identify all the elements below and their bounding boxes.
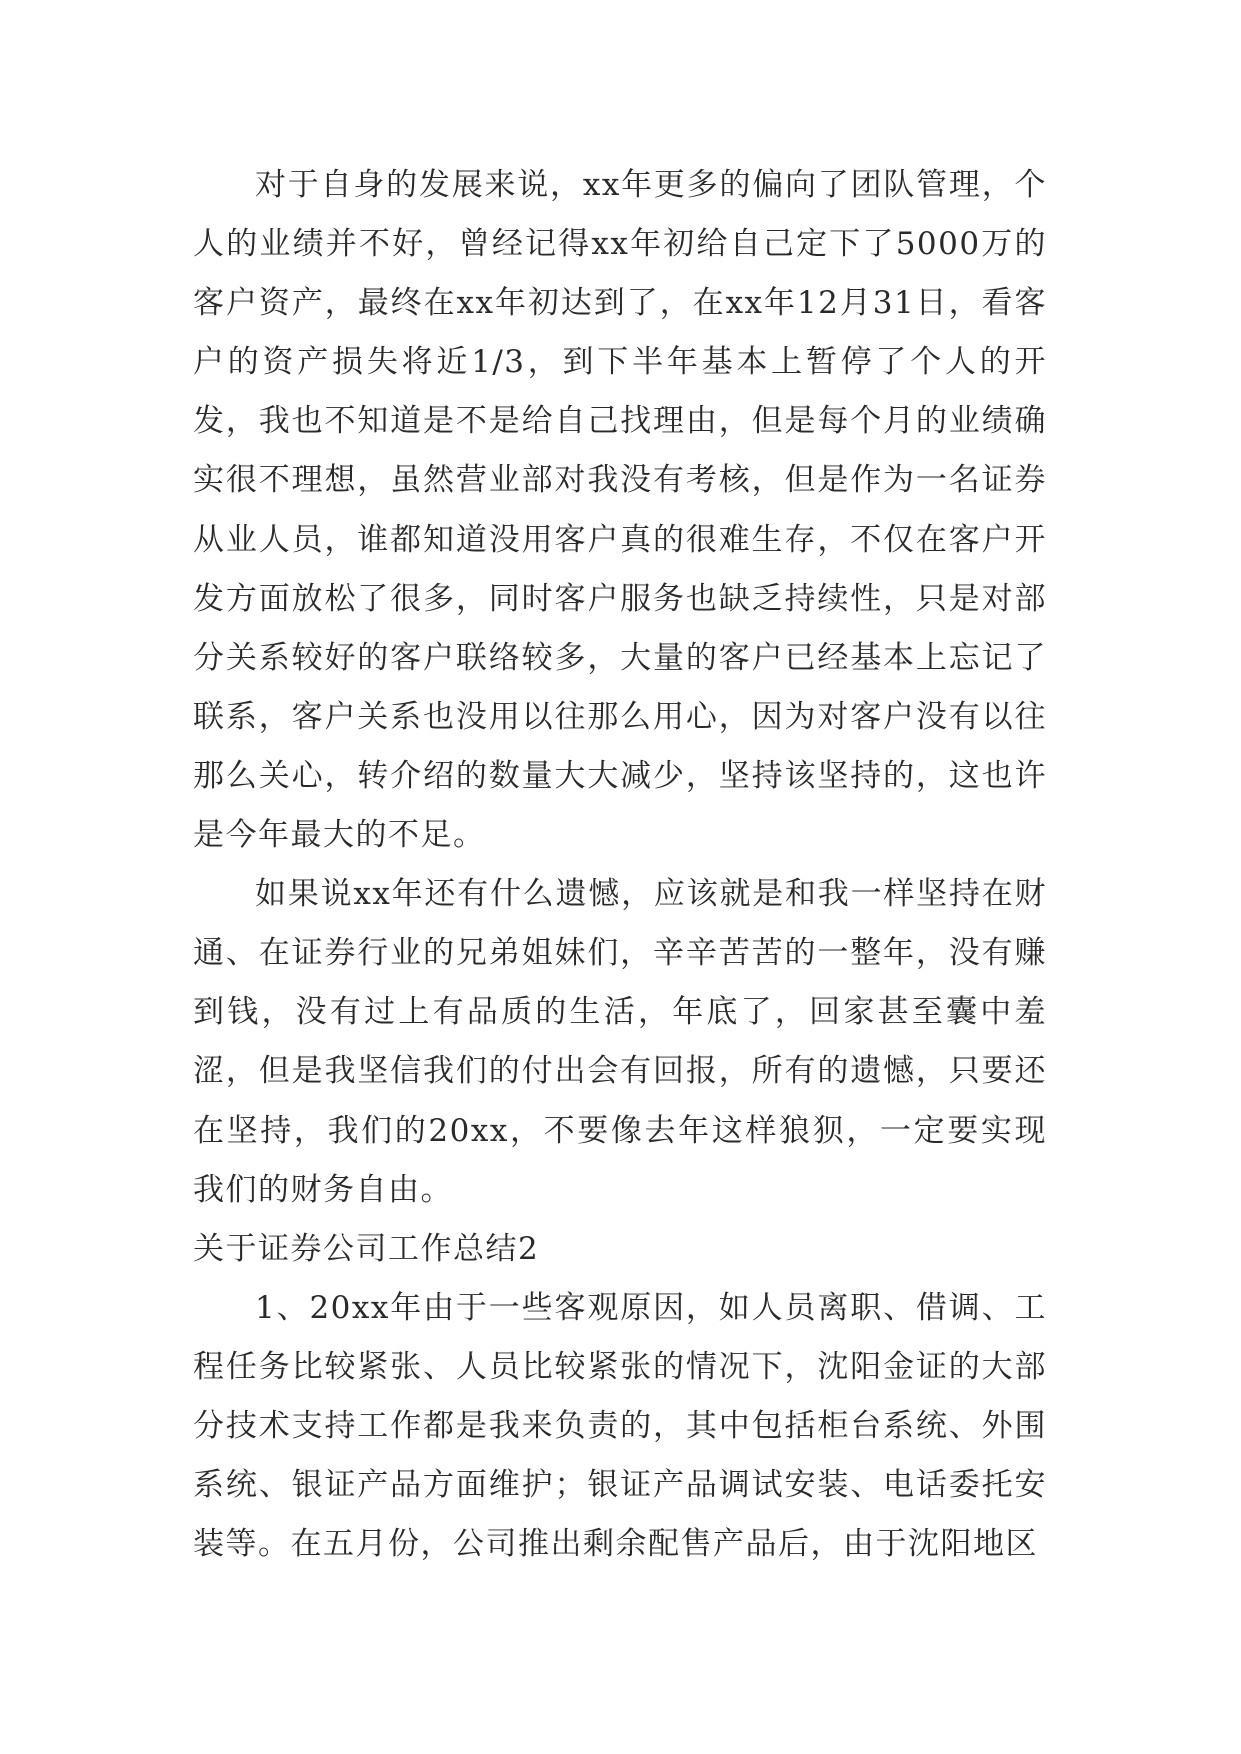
document-body — [193, 156, 1047, 1574]
paragraph-regrets: 如果说xx年还有什么遗憾，应该就是和我一样坚持在财通、在证券行业的兄弟姐妹们，辛辛苦苦的一整年，没有赚到钱，没有过上有品质的生活，年底了，回家甚至囊中羞涩，但是我坚信我们的付出会有回报，所有的遗憾，只要还在坚持，我们的20xx，不要像去年这样狼狈，一定要实现我们的财务自由。 — [193, 876, 1047, 1208]
paragraph-team-management: 对于自身的发展来说，xx年更多的偏向了团队管理，个人的业绩并不好，曾经记得xx年初给自己定下了5000万的客户资产，最终在xx年初达到了，在xx年12月31日，看客户的资产损失将近1/3，到下半年基本上暂停了个人的开发，我也不知道是不是给自己找理由，但是每个月的业绩确实很不理想，虽然营业部对我没有考核，但是作为一名证券从业人员，谁都知道没用客户真的很难生存，不仅在客户开发方面放松了很多，同时客户服务也缺乏持续性，只是对部分关系较好的客户联络较多，大量的客户已经基本上忘记了联系，客户关系也没用以往那么用心，因为对客户没有以往那么关心，转介绍的数量大大减少，坚持该坚持的，这也许是今年最大的不足。 — [193, 167, 1047, 854]
section-heading: 关于证券公司工作总结2 — [193, 1230, 540, 1267]
paragraph-tech-support: 1、20xx年由于一些客观原因，如人员离职、借调、工程任务比较紧张、人员比较紧张的情况下，沈阳金证的大部分技术支持工作都是我来负责的，其中包括柜台系统、外围系统、银证产品方面维护；银证产品调试安装、电话委托安装等。在五月份，公司推出剩余配售产品后，由于沈阳地区 — [193, 1289, 1047, 1563]
